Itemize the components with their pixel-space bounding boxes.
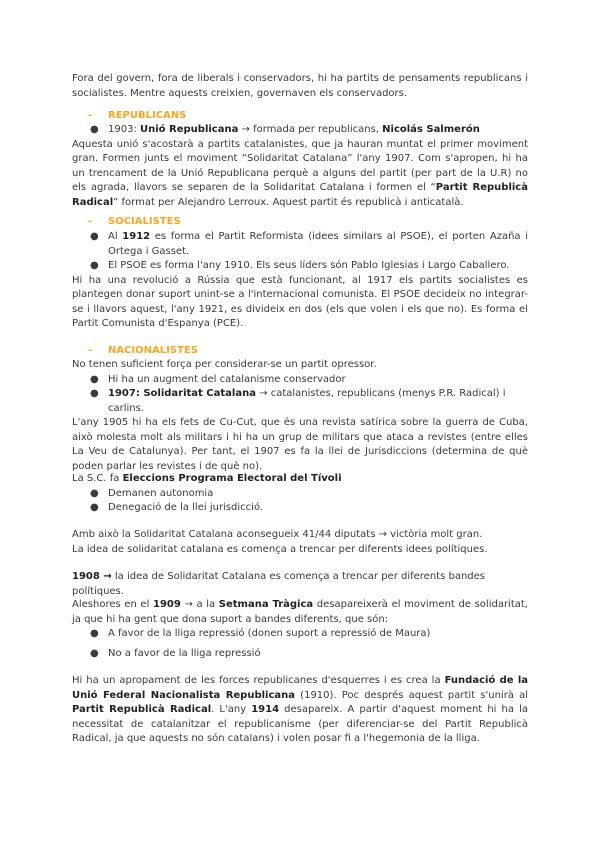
eleccions-block: [72, 472, 528, 516]
fundacio-paragraph: Hi ha un apropament de les forces republicanes d'esquerres i es crea la Fundació de la Unió Federal Nacionalista Republicana (1910). Poc després aquest partit s'unirà al Partit Republicà Radical. L'any 1914 desapareix. A partir d'aquest moment hi ha la necessitat de catalanitzar el republicanisme (per diferenciar-se del Partit Republicà Radical, ja que aquests no són catalans) i volen posar fi a l'hegemonia de la lliga.: [72, 675, 529, 744]
section-heading-nacionalistes: - NACIONALISTES: [88, 345, 198, 356]
eleccions-heading: La S.C. fa Eleccions Programa Electoral del Tívoli: [72, 473, 342, 484]
republicans-paragraph: Aquesta unió s'acostarà a partits catalanistes, que ja hauran muntat el primer moviment gran. Formen junts el moviment “Solidaritat Catalana” l'any 1907. Com s'apropen, hi ha un trencament de la Unió Republicana perquè a alguns del partit (per part de la U.R) no els agrada, llavors se separen de la Solidaritat Catalana i formen el “Partit Republicà Radical” format per Alejandro Lerroux. Aquest partit és republicà i anticatalà.: [72, 138, 528, 208]
list-item: ● Demanen autonomia: [72, 487, 528, 502]
bullet-icon: ●: [90, 487, 99, 499]
list-item: ● 1903: Unió Republicana → formada per republicans, Nicolás Salmerón: [72, 123, 528, 138]
year-1908-line: 1908 → la idea de Solidaritat Catalana es comença a trencar per diferents bandes polítiques.: [72, 571, 485, 597]
socialistes-paragraph: Hi ha una revolució a Rússia que està funcionant, al 1917 els partits socialistes es plantegen donar suport unint-se a l'internacional comunista. El PSOE decideix no integrar-se i llavors aquest, l'any 1921, es divideix en dos (els que volen i els que no). Es forma el Partit Comunista d'Espanya (PCE).: [72, 274, 528, 329]
heading-dash: -: [88, 345, 93, 356]
nacionalistes-block: [72, 358, 528, 474]
republicans-block: [72, 123, 528, 210]
bullet-icon: ●: [90, 231, 99, 242]
list-item: ● 1907: Solidaritat Catalana → catalanistes, republicans (menys P.R. Radical) i carlins.: [90, 388, 506, 414]
list-item: ● Hi ha un augment del catalanisme conservador: [72, 373, 528, 388]
solidaritat-line: Amb això la Solidaritat Catalana aconsegueix 41/44 diputats → victòria molt gran.: [72, 529, 483, 540]
heading-dash: -: [88, 110, 93, 121]
setmana-block: [72, 598, 528, 661]
bullet-icon: ●: [90, 502, 99, 513]
list-item: ● Denegació de la llei jurisdicció.: [72, 501, 528, 516]
section-heading-socialistes: - SOCIALISTES: [88, 216, 181, 227]
socialistes-block: [72, 230, 528, 332]
section-heading-republicans: - REPUBLICANS: [88, 110, 187, 121]
list-item: ● Al 1912 es forma el Partit Reformista (idees similars al PSOE), el porten Azaña i Ortega i Gasset.: [90, 231, 528, 257]
bullet-icon: ●: [90, 388, 99, 399]
intro-paragraph: Fora del govern, fora de liberals i conservadors, hi ha partits de pensaments republicans i socialistes. Mentre aquests creixien, governaven els conservadors.: [72, 73, 528, 99]
list-item: ● El PSOE es forma l'any 1910. Els seus líders són Pablo Iglesias i Largo Caballero.: [72, 259, 528, 274]
bullet-icon: ●: [90, 260, 99, 271]
list-item: ● No a favor de la lliga repressió: [72, 647, 528, 662]
solidaritat-block: [72, 528, 528, 557]
solidaritat-line: La idea de solidaritat catalana es comença a trencar per diferents idees polítiques.: [72, 543, 488, 555]
bullet-icon: ●: [90, 373, 99, 385]
nacionalistes-intro: No tenen suficient força per considerar-se un partit opressor.: [72, 359, 377, 370]
heading-dash: -: [88, 216, 93, 227]
bullet-icon: ●: [90, 647, 99, 659]
bullet-icon: ●: [90, 628, 99, 639]
setmana-paragraph: Aleshores en el 1909 → a la Setmana Tràgica desapareixerà el moviment de solidaritat, ja que hi ha gent que dona suport a bandes diferents, que són:: [72, 599, 528, 625]
bullet-icon: ●: [90, 124, 99, 135]
list-item: ● A favor de la lliga repressió (donen suport a repressió de Maura): [72, 627, 528, 642]
nacionalistes-paragraph: L'any 1905 hi ha els fets de Cu-Cut, que és una revista satírica sobre la guerra de Cuba, això molesta molt als militars i hi ha un grup de militars que ataca a revistes (entre elles La Veu de Catalunya). Per tant, el 1907 es fa la llei de Jurisdiccions (determina de què poden parlar les revistes i de què no).: [72, 417, 528, 472]
